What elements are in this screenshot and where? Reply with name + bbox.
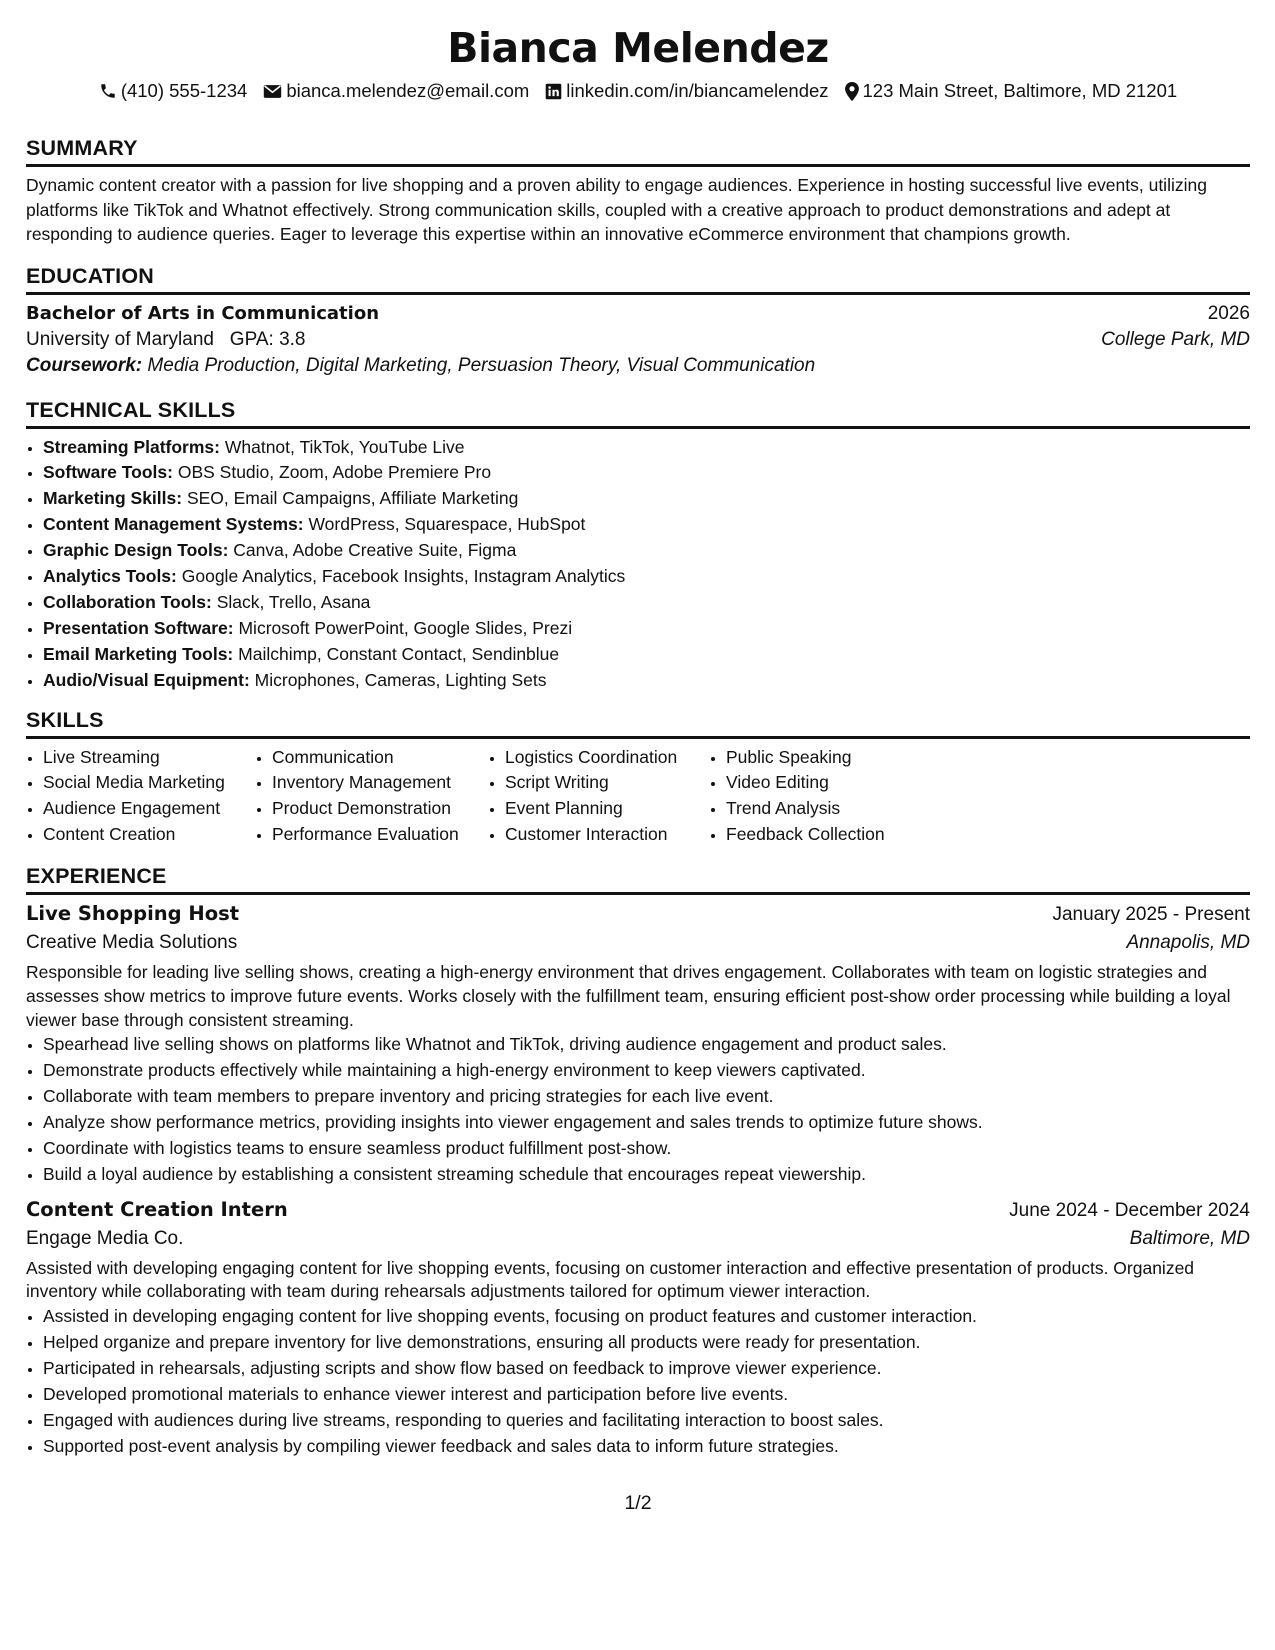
job-description: Responsible for leading live selling shows, creating a high-energy environment that drives engagement. Collaborates with team on logistic strategies and assesses show metrics to improve future events. Works closely with the fulfillment team, ensuring efficient post-show order processing while building a loyal viewer base through consistent streaming.	[26, 962, 1231, 1030]
address-text: 123 Main Street, Baltimore, MD 21201	[862, 80, 1178, 101]
skills-column	[26, 745, 255, 849]
list-item: • Engaged with audiences during live streams, responding to queries and facilitating interaction to boost sales.	[43, 1408, 1250, 1434]
list-item: • Event Planning	[505, 796, 709, 822]
degree-title: Bachelor of Arts in Communication	[26, 302, 380, 324]
list-item: • Content Management Systems: WordPress, Squarespace, HubSpot	[43, 512, 1250, 538]
job-description: Assisted with developing engaging content for live shopping events, focusing on customer interaction and effective presentation of products. Organized inventory while collaborating with team during rehearsals adjustments tailored for optimum viewer interaction.	[26, 1257, 1195, 1302]
list-item: • Social Media Marketing	[43, 770, 255, 796]
list-item: • Communication	[272, 745, 488, 771]
list-item: • Customer Interaction	[505, 822, 709, 848]
experience-section	[26, 863, 1250, 1459]
list-item: • Trend Analysis	[726, 796, 946, 822]
list-item: • Performance Evaluation	[272, 822, 488, 848]
list-item: • Developed promotional materials to enhance viewer interest and participation before live events.	[43, 1382, 1250, 1408]
job-dates: June 2024 - December 2024	[1009, 1199, 1250, 1221]
school-info	[26, 329, 305, 351]
email-link[interactable]: bianca.melendez@email.com	[286, 80, 530, 101]
job-dates: January 2025 - Present	[1052, 904, 1250, 926]
coursework-list: Media Production, Digital Marketing, Persuasion Theory, Visual Communication	[147, 354, 816, 376]
list-item: • Analyze show performance metrics, providing insights into viewer engagement and sales trends to optimize future shows.	[43, 1110, 1250, 1136]
summary-section	[26, 135, 1250, 247]
phone-icon	[99, 82, 117, 100]
map-pin-icon	[845, 82, 859, 101]
list-item: • Live Streaming	[43, 745, 255, 771]
skills-grid	[26, 745, 1250, 849]
job-location: Baltimore, MD	[1129, 1227, 1250, 1249]
resume-page	[26, 0, 1250, 1514]
skills-column	[709, 745, 946, 849]
list-item: • Demonstrate products effectively while maintaining a high-energy environment to keep viewers captivated.	[43, 1058, 1250, 1084]
section-title-experience: EXPERIENCE	[26, 863, 1250, 895]
job-header-row	[26, 902, 1250, 926]
list-item: • Assisted in developing engaging content for live shopping events, focusing on product features and customer interaction.	[43, 1304, 1250, 1330]
envelope-icon	[263, 84, 282, 99]
education-section	[26, 263, 1250, 377]
list-item: • Analytics Tools: Google Analytics, Facebook Insights, Instagram Analytics	[43, 564, 1250, 590]
list-item: • Audio/Visual Equipment: Microphones, Cameras, Lighting Sets	[43, 668, 1250, 694]
school-location: College Park, MD	[1101, 328, 1250, 350]
list-item: • Streaming Platforms: Whatnot, TikTok, YouTube Live	[43, 435, 1250, 461]
coursework-line	[26, 355, 1250, 377]
contact-bar	[26, 79, 1250, 103]
page-number: 1/2	[624, 1492, 652, 1514]
contact-linkedin[interactable]	[545, 80, 828, 102]
linkedin-link[interactable]: linkedin.com/in/biancamelendez	[566, 80, 829, 101]
job-entry	[26, 1198, 1250, 1460]
list-item: • Build a loyal audience by establishing a consistent streaming schedule that encourages repeat viewership.	[43, 1162, 1250, 1188]
list-item: • Product Demonstration	[272, 796, 488, 822]
summary-text: Dynamic content creator with a passion for live shopping and a proven ability to engage audiences. Experience in hosting successful live events, utilizing platforms like TikTok and Whatnot effectively. Strong communication skills, coupled with a creative approach to product demonstrations and adept at responding to audience queries. Eager to leverage this expertise within an innovative eCommerce environment that champions growth.	[26, 175, 1207, 244]
phone-text: (410) 555-1234	[120, 80, 248, 101]
section-title-skills: SKILLS	[26, 707, 1250, 739]
job-title: Content Creation Intern	[26, 1197, 288, 1221]
contact-phone	[99, 80, 248, 102]
list-item: • Collaboration Tools: Slack, Trello, Asana	[43, 590, 1250, 616]
skills-section	[26, 707, 1250, 849]
job-bullets	[26, 1032, 1250, 1187]
list-item: • Software Tools: OBS Studio, Zoom, Adobe Premiere Pro	[43, 460, 1250, 486]
company-name: Creative Media Solutions	[26, 932, 238, 954]
job-entry	[26, 902, 1250, 1188]
list-item: • Marketing Skills: SEO, Email Campaigns, Affiliate Marketing	[43, 486, 1250, 512]
list-item: • Content Creation	[43, 822, 255, 848]
company-name: Engage Media Co.	[26, 1227, 184, 1249]
job-location: Annapolis, MD	[1126, 932, 1250, 954]
list-item: • Supported post-event analysis by compiling viewer feedback and sales data to inform future strategies.	[43, 1434, 1250, 1460]
contact-email[interactable]	[263, 80, 529, 102]
job-title: Live Shopping Host	[26, 902, 240, 926]
education-degree-row	[26, 303, 1250, 325]
list-item: • Collaborate with team members to prepare inventory and pricing strategies for each live event.	[43, 1084, 1250, 1110]
section-title-technical-skills: TECHNICAL SKILLS	[26, 397, 1250, 429]
job-header-row	[26, 1198, 1250, 1222]
school-name: University of Maryland	[26, 328, 214, 350]
list-item: • Graphic Design Tools: Canva, Adobe Creative Suite, Figma	[43, 538, 1250, 564]
list-item: • Helped organize and prepare inventory for live demonstrations, ensuring all products were ready for presentation.	[43, 1330, 1250, 1356]
technical-skills-section	[26, 397, 1250, 694]
list-item: • Coordinate with logistics teams to ensure seamless product fulfillment post-show.	[43, 1136, 1250, 1162]
list-item: • Video Editing	[726, 770, 946, 796]
job-company-row	[26, 1228, 1250, 1250]
list-item: • Presentation Software: Microsoft PowerPoint, Google Slides, Prezi	[43, 616, 1250, 642]
list-item: • Audience Engagement	[43, 796, 255, 822]
gpa: GPA: 3.8	[229, 328, 306, 350]
section-title-education: EDUCATION	[26, 263, 1250, 295]
list-item: • Participated in rehearsals, adjusting scripts and show flow based on feedback to improve viewer experience.	[43, 1356, 1250, 1382]
job-company-row	[26, 932, 1250, 954]
skills-column	[488, 745, 709, 849]
list-item: • Spearhead live selling shows on platforms like Whatnot and TikTok, driving audience engagement and product sales.	[43, 1032, 1250, 1058]
list-item: • Email Marketing Tools: Mailchimp, Constant Contact, Sendinblue	[43, 642, 1250, 668]
graduation-year: 2026	[1207, 302, 1250, 324]
list-item: • Script Writing	[505, 770, 709, 796]
list-item: • Inventory Management	[272, 770, 488, 796]
list-item: • Feedback Collection	[726, 822, 946, 848]
list-item: • Logistics Coordination	[505, 745, 709, 771]
skills-column	[255, 745, 488, 849]
technical-skills-list	[26, 435, 1250, 694]
education-school-row	[26, 329, 1250, 351]
job-bullets	[26, 1304, 1250, 1459]
linkedin-icon	[545, 83, 562, 100]
contact-address	[845, 80, 1178, 102]
list-item: • Public Speaking	[726, 745, 946, 771]
candidate-name: Bianca Melendez	[447, 24, 829, 72]
coursework-label: Coursework:	[26, 354, 143, 376]
section-title-summary: SUMMARY	[26, 135, 1250, 167]
